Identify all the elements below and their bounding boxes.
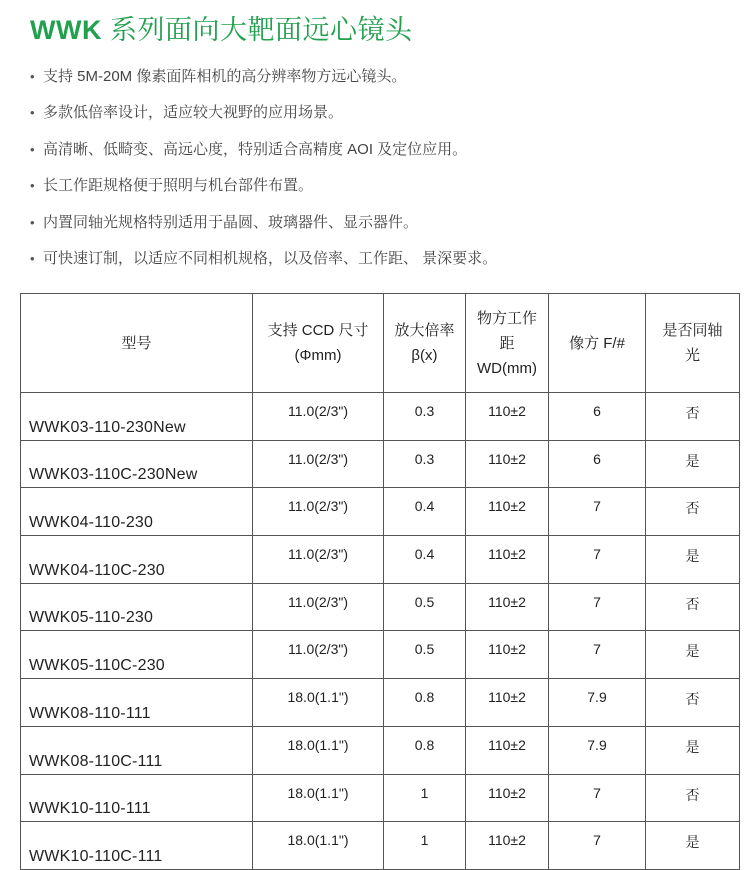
- cell-working-distance: 110±2: [466, 822, 549, 870]
- cell-magnification: 0.8: [384, 679, 466, 727]
- cell-coaxial: 否: [646, 488, 740, 536]
- cell-f-number: 7.9: [549, 679, 646, 727]
- feature-text: 支持 5M-20M 像素面阵相机的高分辨率物方远心镜头。: [43, 68, 407, 85]
- table-row: [21, 536, 740, 584]
- cell-ccd-size: 18.0(1.1"): [253, 774, 384, 822]
- cell-ccd-size: 11.0(2/3"): [253, 440, 384, 488]
- feature-item: [30, 101, 497, 137]
- cell-f-number: 7.9: [549, 726, 646, 774]
- feature-text: 可快速订制，以适应不同相机规格，以及倍率、工作距、 景深要求。: [43, 249, 498, 267]
- cell-f-number: 6: [549, 440, 646, 488]
- cell-model: WWK05-110-230: [21, 583, 253, 631]
- header-line: 型号: [121, 334, 152, 352]
- cell-ccd-size: 18.0(1.1"): [253, 822, 384, 870]
- cell-ccd-size: 18.0(1.1"): [253, 679, 384, 727]
- table-row: [21, 679, 740, 727]
- header-line: 物方工作: [476, 309, 537, 327]
- cell-magnification: 0.8: [384, 726, 466, 774]
- cell-ccd-size: 11.0(2/3"): [253, 631, 384, 679]
- cell-coaxial: 是: [646, 822, 740, 870]
- cell-model: WWK04-110C-230: [21, 536, 253, 584]
- cell-coaxial: 否: [646, 583, 740, 631]
- table-row: [21, 726, 740, 774]
- cell-model: WWK03-110-230New: [21, 393, 253, 441]
- cell-coaxial: 是: [646, 726, 740, 774]
- header-ccd-size: [253, 294, 384, 393]
- table-body: [21, 393, 740, 870]
- table-row: [21, 440, 740, 488]
- cell-coaxial: 否: [646, 679, 740, 727]
- cell-working-distance: 110±2: [466, 536, 549, 584]
- cell-magnification: 0.5: [384, 631, 466, 679]
- cell-working-distance: 110±2: [466, 440, 549, 488]
- header-coaxial: [646, 294, 740, 393]
- cell-model: WWK04-110-230: [21, 488, 253, 536]
- header-f-number: [549, 294, 646, 393]
- table-header-row: [21, 294, 740, 393]
- bullet-dot-icon: •: [30, 105, 35, 121]
- cell-working-distance: 110±2: [466, 631, 549, 679]
- header-line: (Φmm): [294, 347, 342, 364]
- feature-text: 长工作距规格便于照明与机台部件布置。: [43, 177, 314, 195]
- header-working-distance: [466, 294, 549, 393]
- title-text: 系列面向大靶面远心镜头: [101, 15, 413, 45]
- header-line: β(x): [411, 347, 438, 364]
- cell-f-number: 7: [549, 536, 646, 584]
- feature-item: [30, 211, 497, 247]
- cell-f-number: 7: [549, 774, 646, 822]
- cell-working-distance: 110±2: [466, 393, 549, 441]
- header-line: WD(mm): [477, 359, 537, 377]
- spec-table: [20, 293, 740, 870]
- header-line: 是否同轴: [662, 322, 723, 339]
- feature-text: 多款低倍率设计，适应较大视野的应用场景。: [43, 104, 344, 122]
- cell-ccd-size: 11.0(2/3"): [253, 488, 384, 536]
- table-row: [21, 393, 740, 441]
- cell-magnification: 0.5: [384, 583, 466, 631]
- table-row: [21, 583, 740, 631]
- cell-working-distance: 110±2: [466, 726, 549, 774]
- cell-magnification: 1: [384, 822, 466, 870]
- cell-working-distance: 110±2: [466, 583, 549, 631]
- cell-coaxial: 否: [646, 774, 740, 822]
- cell-working-distance: 110±2: [466, 488, 549, 536]
- cell-f-number: 7: [549, 822, 646, 870]
- table-row: [21, 822, 740, 870]
- header-line: 像方 F/#: [569, 334, 625, 352]
- cell-magnification: 0.4: [384, 488, 466, 536]
- header-line: 距: [499, 334, 515, 352]
- bullet-dot-icon: •: [30, 69, 35, 84]
- bullet-dot-icon: •: [30, 178, 35, 194]
- feature-item: [30, 65, 497, 101]
- cell-magnification: 0.3: [384, 393, 466, 441]
- feature-item: [30, 247, 497, 283]
- cell-f-number: 6: [549, 393, 646, 441]
- bullet-dot-icon: •: [30, 141, 35, 157]
- header-line: 光: [684, 347, 700, 364]
- title-prefix: WWK: [30, 15, 102, 45]
- cell-model: WWK08-110-111: [21, 679, 253, 727]
- feature-list: [30, 65, 497, 283]
- page-title: [30, 8, 412, 47]
- cell-f-number: 7: [549, 631, 646, 679]
- cell-magnification: 1: [384, 774, 466, 822]
- header-line: 支持 CCD 尺寸: [267, 322, 369, 339]
- cell-ccd-size: 18.0(1.1"): [253, 726, 384, 774]
- cell-ccd-size: 11.0(2/3"): [253, 536, 384, 584]
- cell-ccd-size: 11.0(2/3"): [253, 583, 384, 631]
- cell-model: WWK10-110C-111: [21, 822, 253, 870]
- bullet-dot-icon: •: [30, 214, 35, 230]
- cell-working-distance: 110±2: [466, 679, 549, 727]
- header-magnification: [384, 294, 466, 393]
- cell-model: WWK10-110-111: [21, 774, 253, 822]
- cell-coaxial: 是: [646, 440, 740, 488]
- feature-text: 高清晰、低畸变、高远心度，特别适合高精度 AOI 及定位应用。: [43, 140, 468, 158]
- table-row: [21, 774, 740, 822]
- table-row: [21, 488, 740, 536]
- cell-model: WWK03-110C-230New: [21, 440, 253, 488]
- cell-magnification: 0.4: [384, 536, 466, 584]
- cell-f-number: 7: [549, 583, 646, 631]
- cell-coaxial: 否: [646, 393, 740, 441]
- feature-item: [30, 138, 497, 174]
- cell-magnification: 0.3: [384, 440, 466, 488]
- feature-text: 内置同轴光规格特别适用于晶圆、玻璃器件、显示器件。: [43, 213, 419, 231]
- cell-working-distance: 110±2: [466, 774, 549, 822]
- feature-item: [30, 174, 497, 210]
- header-line: 放大倍率: [394, 322, 455, 339]
- cell-coaxial: 是: [646, 536, 740, 584]
- cell-coaxial: 是: [646, 631, 740, 679]
- cell-f-number: 7: [549, 488, 646, 536]
- table-row: [21, 631, 740, 679]
- bullet-dot-icon: •: [30, 250, 35, 266]
- cell-model: WWK08-110C-111: [21, 726, 253, 774]
- header-model: [21, 294, 253, 393]
- cell-ccd-size: 11.0(2/3"): [253, 393, 384, 441]
- cell-model: WWK05-110C-230: [21, 631, 253, 679]
